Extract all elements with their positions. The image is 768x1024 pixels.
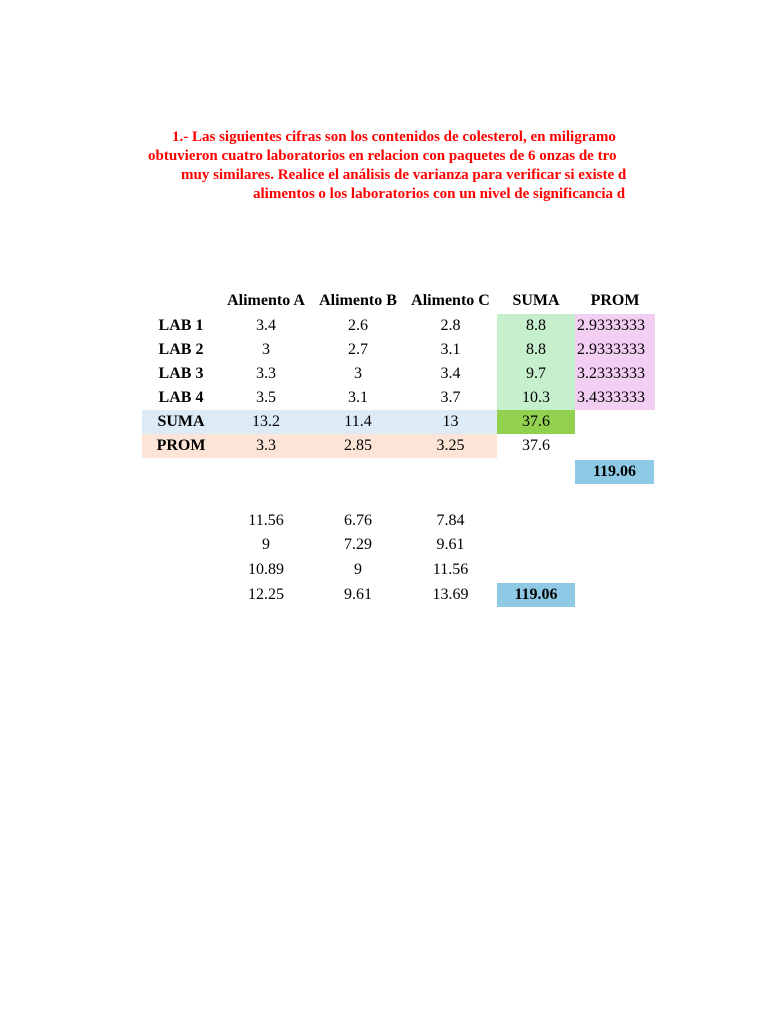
cell-lab3-a: 3.3 <box>256 365 276 382</box>
highlight-total-box: 119.06 <box>575 460 654 484</box>
cell-prom-a: 3.3 <box>220 434 312 458</box>
cell-lab3-c: 3.4 <box>440 365 461 382</box>
cell-lab3-prom: 3.2333333 <box>575 362 655 386</box>
sq-r1-b: 6.76 <box>344 512 372 529</box>
cell-lab2-suma: 8.8 <box>497 338 575 362</box>
problem-line-1: 1.- Las siguientes cifras son los contenidos de colesterol, en miligramo <box>172 129 616 145</box>
header-prom: PROM <box>590 292 640 309</box>
cell-lab1-c: 2.8 <box>440 317 461 334</box>
cell-suma-c: 13 <box>404 410 497 434</box>
sq-r4-b: 9.61 <box>344 586 372 603</box>
header-alimento-b: Alimento B <box>319 292 397 309</box>
sq-r4-a: 12.25 <box>248 586 284 603</box>
problem-line-2: obtuvieron cuatro laboratorios en relacion con paquetes de 6 onzas de tro <box>148 148 617 164</box>
cell-lab2-a: 3 <box>262 341 270 358</box>
sq-r3-b: 9 <box>354 561 362 578</box>
cell-lab2-prom: 2.9333333 <box>575 338 655 362</box>
cell-lab3-b: 3 <box>354 365 362 382</box>
cell-prom-b: 2.85 <box>312 434 404 458</box>
cell-suma-b: 11.4 <box>312 410 404 434</box>
sq-r2-c: 9.61 <box>436 536 465 553</box>
cell-lab1-b: 2.6 <box>348 317 368 334</box>
row-label-lab-2: LAB 2 <box>158 341 204 358</box>
cell-lab2-c: 3.1 <box>440 341 461 358</box>
cell-lab2-b: 2.7 <box>348 341 368 358</box>
cell-lab4-a: 3.5 <box>256 389 276 406</box>
cell-lab4-c: 3.7 <box>440 389 461 406</box>
problem-line-4: alimentos o los laboratorios con un nivel de significancia d <box>253 186 626 202</box>
squares-total-box: 119.06 <box>497 583 575 607</box>
cell-lab1-prom: 2.9333333 <box>575 314 655 338</box>
sq-r3-c: 11.56 <box>432 561 469 578</box>
header-alimento-c: Alimento C <box>411 292 490 309</box>
sq-r2-a: 9 <box>262 536 270 553</box>
header-suma: SUMA <box>512 292 560 309</box>
sq-r1-c: 7.84 <box>436 512 465 529</box>
sq-r3-a: 10.89 <box>248 561 284 578</box>
row-label-suma: SUMA <box>142 410 220 434</box>
sq-r2-b: 7.29 <box>344 536 372 553</box>
cell-lab4-suma: 10.3 <box>497 386 575 410</box>
cell-lab4-prom: 3.4333333 <box>575 386 655 410</box>
cell-lab4-b: 3.1 <box>348 389 368 406</box>
header-alimento-a: Alimento A <box>227 292 305 309</box>
cell-prom-c: 3.25 <box>404 434 497 458</box>
row-label-lab-3: LAB 3 <box>158 365 204 382</box>
cell-lab3-suma: 9.7 <box>497 362 575 386</box>
problem-line-3: muy similares. Realice el análisis de varianza para verificar si existe d <box>181 167 627 183</box>
sq-r1-a: 11.56 <box>248 512 284 529</box>
cell-prom-total: 37.6 <box>522 437 550 454</box>
row-label-prom: PROM <box>142 434 220 458</box>
row-label-lab-1: LAB 1 <box>158 317 204 334</box>
cell-suma-total: 37.6 <box>497 410 575 434</box>
cell-suma-a: 13.2 <box>220 410 312 434</box>
row-label-lab-4: LAB 4 <box>158 389 204 406</box>
sq-r4-c: 13.69 <box>432 586 469 603</box>
cell-lab1-a: 3.4 <box>256 317 276 334</box>
cell-lab1-suma: 8.8 <box>497 314 575 338</box>
problem-statement <box>0 128 655 208</box>
